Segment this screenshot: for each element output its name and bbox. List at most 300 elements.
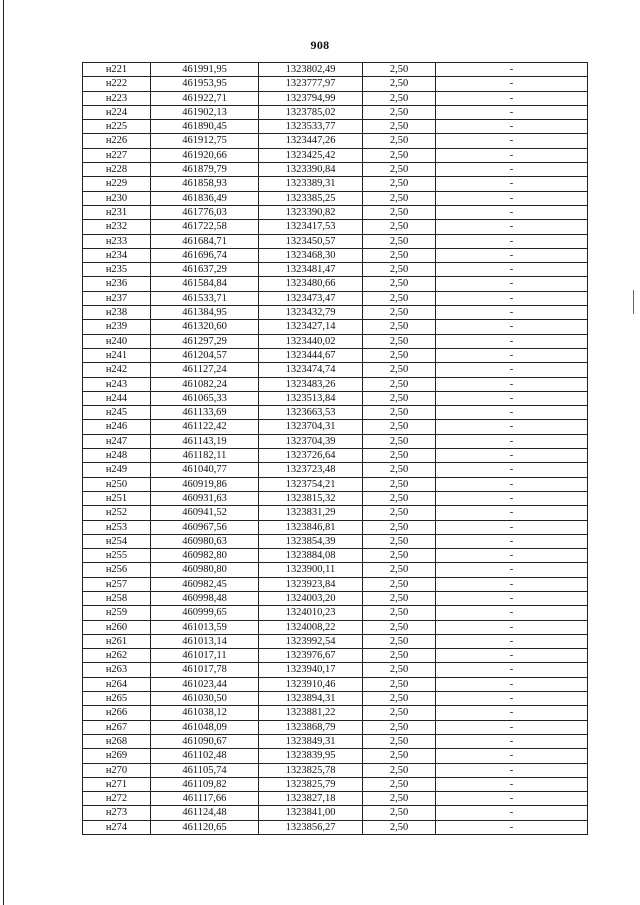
point-id-cell: н271: [83, 777, 151, 791]
table-row: [83, 663, 588, 677]
x-coordinate-cell: 460999,65: [151, 606, 259, 620]
x-coordinate-cell: 461696,74: [151, 248, 259, 262]
y-coordinate-cell: 1323450,57: [259, 234, 363, 248]
accuracy-cell: 2,50: [363, 634, 436, 648]
accuracy-cell: 2,50: [363, 205, 436, 219]
x-coordinate-cell: 461836,49: [151, 191, 259, 205]
note-cell: -: [436, 677, 588, 691]
point-id-cell: н233: [83, 234, 151, 248]
accuracy-cell: 2,50: [363, 477, 436, 491]
x-coordinate-cell: 461384,95: [151, 306, 259, 320]
accuracy-cell: 2,50: [363, 534, 436, 548]
x-coordinate-cell: 461017,78: [151, 663, 259, 677]
note-cell: -: [436, 706, 588, 720]
table-row: [83, 820, 588, 834]
note-cell: -: [436, 763, 588, 777]
table-row: [83, 105, 588, 119]
accuracy-cell: 2,50: [363, 234, 436, 248]
note-cell: -: [436, 649, 588, 663]
y-coordinate-cell: 1323425,42: [259, 148, 363, 162]
note-cell: -: [436, 506, 588, 520]
x-coordinate-cell: 461127,24: [151, 363, 259, 377]
note-cell: -: [436, 406, 588, 420]
x-coordinate-cell: 461320,60: [151, 320, 259, 334]
note-cell: -: [436, 220, 588, 234]
table-row: [83, 520, 588, 534]
x-coordinate-cell: 461890,45: [151, 120, 259, 134]
y-coordinate-cell: 1324010,23: [259, 606, 363, 620]
x-coordinate-cell: 461090,67: [151, 734, 259, 748]
point-id-cell: н257: [83, 577, 151, 591]
x-coordinate-cell: 461584,84: [151, 277, 259, 291]
note-cell: -: [436, 377, 588, 391]
y-coordinate-cell: 1323802,49: [259, 63, 363, 77]
accuracy-cell: 2,50: [363, 163, 436, 177]
accuracy-cell: 2,50: [363, 434, 436, 448]
scan-right-mark: [633, 290, 634, 314]
point-id-cell: н226: [83, 134, 151, 148]
accuracy-cell: 2,50: [363, 63, 436, 77]
accuracy-cell: 2,50: [363, 749, 436, 763]
accuracy-cell: 2,50: [363, 677, 436, 691]
note-cell: -: [436, 692, 588, 706]
accuracy-cell: 2,50: [363, 77, 436, 91]
y-coordinate-cell: 1323533,77: [259, 120, 363, 134]
y-coordinate-cell: 1323704,39: [259, 434, 363, 448]
accuracy-cell: 2,50: [363, 706, 436, 720]
x-coordinate-cell: 461038,12: [151, 706, 259, 720]
point-id-cell: н243: [83, 377, 151, 391]
point-id-cell: н221: [83, 63, 151, 77]
accuracy-cell: 2,50: [363, 563, 436, 577]
x-coordinate-cell: 460982,45: [151, 577, 259, 591]
y-coordinate-cell: 1323846,81: [259, 520, 363, 534]
note-cell: -: [436, 63, 588, 77]
point-id-cell: н259: [83, 606, 151, 620]
point-id-cell: н248: [83, 449, 151, 463]
table-row: [83, 63, 588, 77]
coordinates-table-body: [83, 63, 588, 835]
table-row: [83, 134, 588, 148]
accuracy-cell: 2,50: [363, 549, 436, 563]
x-coordinate-cell: 461124,48: [151, 806, 259, 820]
note-cell: -: [436, 534, 588, 548]
accuracy-cell: 2,50: [363, 134, 436, 148]
table-row: [83, 291, 588, 305]
x-coordinate-cell: 461204,57: [151, 348, 259, 362]
y-coordinate-cell: 1323473,47: [259, 291, 363, 305]
accuracy-cell: 2,50: [363, 220, 436, 234]
x-coordinate-cell: 460931,63: [151, 491, 259, 505]
point-id-cell: н240: [83, 334, 151, 348]
y-coordinate-cell: 1324003,20: [259, 591, 363, 605]
point-id-cell: н228: [83, 163, 151, 177]
point-id-cell: н245: [83, 406, 151, 420]
table-row: [83, 491, 588, 505]
table-row: [83, 234, 588, 248]
x-coordinate-cell: 461120,65: [151, 820, 259, 834]
point-id-cell: н244: [83, 391, 151, 405]
note-cell: -: [436, 420, 588, 434]
table-row: [83, 420, 588, 434]
note-cell: -: [436, 334, 588, 348]
y-coordinate-cell: 1323483,26: [259, 377, 363, 391]
note-cell: -: [436, 191, 588, 205]
y-coordinate-cell: 1323417,53: [259, 220, 363, 234]
point-id-cell: н273: [83, 806, 151, 820]
x-coordinate-cell: 461082,24: [151, 377, 259, 391]
note-cell: -: [436, 449, 588, 463]
x-coordinate-cell: 461117,66: [151, 792, 259, 806]
accuracy-cell: 2,50: [363, 420, 436, 434]
table-row: [83, 649, 588, 663]
note-cell: -: [436, 806, 588, 820]
point-id-cell: н270: [83, 763, 151, 777]
table-row: [83, 692, 588, 706]
x-coordinate-cell: 461065,33: [151, 391, 259, 405]
accuracy-cell: 2,50: [363, 734, 436, 748]
point-id-cell: н223: [83, 91, 151, 105]
note-cell: -: [436, 591, 588, 605]
note-cell: -: [436, 248, 588, 262]
y-coordinate-cell: 1323440,02: [259, 334, 363, 348]
table-row: [83, 606, 588, 620]
x-coordinate-cell: 461030,50: [151, 692, 259, 706]
y-coordinate-cell: 1323825,79: [259, 777, 363, 791]
accuracy-cell: 2,50: [363, 320, 436, 334]
note-cell: -: [436, 177, 588, 191]
accuracy-cell: 2,50: [363, 506, 436, 520]
point-id-cell: н225: [83, 120, 151, 134]
accuracy-cell: 2,50: [363, 692, 436, 706]
point-id-cell: н231: [83, 205, 151, 219]
y-coordinate-cell: 1323480,66: [259, 277, 363, 291]
table-row: [83, 549, 588, 563]
y-coordinate-cell: 1323481,47: [259, 263, 363, 277]
point-id-cell: н261: [83, 634, 151, 648]
x-coordinate-cell: 460982,80: [151, 549, 259, 563]
accuracy-cell: 2,50: [363, 191, 436, 205]
x-coordinate-cell: 461013,14: [151, 634, 259, 648]
table-row: [83, 263, 588, 277]
table-row: [83, 720, 588, 734]
table-row: [83, 534, 588, 548]
table-row: [83, 91, 588, 105]
point-id-cell: н263: [83, 663, 151, 677]
table-row: [83, 205, 588, 219]
y-coordinate-cell: 1323785,02: [259, 105, 363, 119]
x-coordinate-cell: 461858,93: [151, 177, 259, 191]
scan-left-edge: [3, 0, 4, 905]
point-id-cell: н256: [83, 563, 151, 577]
y-coordinate-cell: 1323881,22: [259, 706, 363, 720]
table-row: [83, 591, 588, 605]
point-id-cell: н229: [83, 177, 151, 191]
table-row: [83, 620, 588, 634]
note-cell: -: [436, 820, 588, 834]
note-cell: -: [436, 77, 588, 91]
y-coordinate-cell: 1323726,64: [259, 449, 363, 463]
x-coordinate-cell: 461684,71: [151, 234, 259, 248]
y-coordinate-cell: 1323849,31: [259, 734, 363, 748]
point-id-cell: н264: [83, 677, 151, 691]
y-coordinate-cell: 1323868,79: [259, 720, 363, 734]
y-coordinate-cell: 1323390,82: [259, 205, 363, 219]
y-coordinate-cell: 1323427,14: [259, 320, 363, 334]
y-coordinate-cell: 1323390,84: [259, 163, 363, 177]
table-row: [83, 77, 588, 91]
table-row: [83, 634, 588, 648]
point-id-cell: н241: [83, 348, 151, 362]
y-coordinate-cell: 1323444,67: [259, 348, 363, 362]
table-row: [83, 734, 588, 748]
note-cell: -: [436, 634, 588, 648]
note-cell: -: [436, 163, 588, 177]
y-coordinate-cell: 1323723,48: [259, 463, 363, 477]
x-coordinate-cell: 461902,13: [151, 105, 259, 119]
y-coordinate-cell: 1323910,46: [259, 677, 363, 691]
table-row: [83, 220, 588, 234]
note-cell: -: [436, 549, 588, 563]
x-coordinate-cell: 460980,80: [151, 563, 259, 577]
accuracy-cell: 2,50: [363, 120, 436, 134]
y-coordinate-cell: 1323389,31: [259, 177, 363, 191]
y-coordinate-cell: 1323432,79: [259, 306, 363, 320]
x-coordinate-cell: 461912,75: [151, 134, 259, 148]
point-id-cell: н237: [83, 291, 151, 305]
point-id-cell: н253: [83, 520, 151, 534]
note-cell: -: [436, 606, 588, 620]
table-row: [83, 391, 588, 405]
y-coordinate-cell: 1323513,84: [259, 391, 363, 405]
accuracy-cell: 2,50: [363, 763, 436, 777]
point-id-cell: н227: [83, 148, 151, 162]
y-coordinate-cell: 1323839,95: [259, 749, 363, 763]
point-id-cell: н236: [83, 277, 151, 291]
table-row: [83, 777, 588, 791]
x-coordinate-cell: 460967,56: [151, 520, 259, 534]
x-coordinate-cell: 460998,48: [151, 591, 259, 605]
table-row: [83, 806, 588, 820]
x-coordinate-cell: 461048,09: [151, 720, 259, 734]
table-row: [83, 763, 588, 777]
note-cell: -: [436, 320, 588, 334]
x-coordinate-cell: 460919,86: [151, 477, 259, 491]
point-id-cell: н262: [83, 649, 151, 663]
x-coordinate-cell: 461143,19: [151, 434, 259, 448]
accuracy-cell: 2,50: [363, 520, 436, 534]
table-row: [83, 120, 588, 134]
point-id-cell: н230: [83, 191, 151, 205]
x-coordinate-cell: 461017,11: [151, 649, 259, 663]
x-coordinate-cell: 461133,69: [151, 406, 259, 420]
point-id-cell: н252: [83, 506, 151, 520]
point-id-cell: н239: [83, 320, 151, 334]
table-row: [83, 177, 588, 191]
accuracy-cell: 2,50: [363, 263, 436, 277]
accuracy-cell: 2,50: [363, 363, 436, 377]
y-coordinate-cell: 1323827,18: [259, 792, 363, 806]
x-coordinate-cell: 461533,71: [151, 291, 259, 305]
point-id-cell: н235: [83, 263, 151, 277]
x-coordinate-cell: 461013,59: [151, 620, 259, 634]
x-coordinate-cell: 461105,74: [151, 763, 259, 777]
x-coordinate-cell: 461109,82: [151, 777, 259, 791]
note-cell: -: [436, 234, 588, 248]
y-coordinate-cell: 1323940,17: [259, 663, 363, 677]
note-cell: -: [436, 205, 588, 219]
table-row: [83, 434, 588, 448]
y-coordinate-cell: 1323777,97: [259, 77, 363, 91]
note-cell: -: [436, 749, 588, 763]
y-coordinate-cell: 1323856,27: [259, 820, 363, 834]
table-row: [83, 506, 588, 520]
table-row: [83, 191, 588, 205]
table-row: [83, 563, 588, 577]
table-row: [83, 577, 588, 591]
table-row: [83, 377, 588, 391]
point-id-cell: н249: [83, 463, 151, 477]
table-row: [83, 163, 588, 177]
table-row: [83, 348, 588, 362]
point-id-cell: н254: [83, 534, 151, 548]
y-coordinate-cell: 1323385,25: [259, 191, 363, 205]
accuracy-cell: 2,50: [363, 177, 436, 191]
note-cell: -: [436, 777, 588, 791]
note-cell: -: [436, 792, 588, 806]
point-id-cell: н258: [83, 591, 151, 605]
accuracy-cell: 2,50: [363, 792, 436, 806]
note-cell: -: [436, 620, 588, 634]
y-coordinate-cell: 1323884,08: [259, 549, 363, 563]
point-id-cell: н265: [83, 692, 151, 706]
accuracy-cell: 2,50: [363, 463, 436, 477]
x-coordinate-cell: 461040,77: [151, 463, 259, 477]
table-row: [83, 277, 588, 291]
x-coordinate-cell: 461920,66: [151, 148, 259, 162]
table-row: [83, 706, 588, 720]
x-coordinate-cell: 461776,03: [151, 205, 259, 219]
accuracy-cell: 2,50: [363, 449, 436, 463]
point-id-cell: н232: [83, 220, 151, 234]
accuracy-cell: 2,50: [363, 606, 436, 620]
note-cell: -: [436, 434, 588, 448]
x-coordinate-cell: 461637,29: [151, 263, 259, 277]
accuracy-cell: 2,50: [363, 406, 436, 420]
x-coordinate-cell: 461722,58: [151, 220, 259, 234]
y-coordinate-cell: 1323831,29: [259, 506, 363, 520]
note-cell: -: [436, 734, 588, 748]
y-coordinate-cell: 1323976,67: [259, 649, 363, 663]
y-coordinate-cell: 1323754,21: [259, 477, 363, 491]
accuracy-cell: 2,50: [363, 306, 436, 320]
accuracy-cell: 2,50: [363, 248, 436, 262]
point-id-cell: н246: [83, 420, 151, 434]
point-id-cell: н250: [83, 477, 151, 491]
accuracy-cell: 2,50: [363, 105, 436, 119]
y-coordinate-cell: 1323854,39: [259, 534, 363, 548]
table-row: [83, 749, 588, 763]
accuracy-cell: 2,50: [363, 649, 436, 663]
note-cell: -: [436, 463, 588, 477]
y-coordinate-cell: 1323663,53: [259, 406, 363, 420]
accuracy-cell: 2,50: [363, 277, 436, 291]
note-cell: -: [436, 291, 588, 305]
page-number: 908: [310, 38, 330, 52]
point-id-cell: н255: [83, 549, 151, 563]
accuracy-cell: 2,50: [363, 720, 436, 734]
note-cell: -: [436, 91, 588, 105]
note-cell: -: [436, 148, 588, 162]
coordinates-table: [82, 62, 588, 835]
accuracy-cell: 2,50: [363, 591, 436, 605]
point-id-cell: н274: [83, 820, 151, 834]
accuracy-cell: 2,50: [363, 377, 436, 391]
x-coordinate-cell: 460980,63: [151, 534, 259, 548]
x-coordinate-cell: 461182,11: [151, 449, 259, 463]
x-coordinate-cell: 461122,42: [151, 420, 259, 434]
accuracy-cell: 2,50: [363, 391, 436, 405]
y-coordinate-cell: 1323923,84: [259, 577, 363, 591]
x-coordinate-cell: 461953,95: [151, 77, 259, 91]
x-coordinate-cell: 461297,29: [151, 334, 259, 348]
note-cell: -: [436, 105, 588, 119]
point-id-cell: н238: [83, 306, 151, 320]
note-cell: -: [436, 720, 588, 734]
point-id-cell: н272: [83, 792, 151, 806]
accuracy-cell: 2,50: [363, 491, 436, 505]
accuracy-cell: 2,50: [363, 820, 436, 834]
accuracy-cell: 2,50: [363, 348, 436, 362]
accuracy-cell: 2,50: [363, 620, 436, 634]
table-row: [83, 406, 588, 420]
y-coordinate-cell: 1323447,26: [259, 134, 363, 148]
y-coordinate-cell: 1323841,00: [259, 806, 363, 820]
y-coordinate-cell: 1323468,30: [259, 248, 363, 262]
y-coordinate-cell: 1323815,32: [259, 491, 363, 505]
x-coordinate-cell: 461879,79: [151, 163, 259, 177]
note-cell: -: [436, 348, 588, 362]
table-row: [83, 248, 588, 262]
note-cell: -: [436, 391, 588, 405]
table-row: [83, 306, 588, 320]
accuracy-cell: 2,50: [363, 91, 436, 105]
table-row: [83, 148, 588, 162]
accuracy-cell: 2,50: [363, 806, 436, 820]
point-id-cell: н268: [83, 734, 151, 748]
point-id-cell: н266: [83, 706, 151, 720]
note-cell: -: [436, 563, 588, 577]
x-coordinate-cell: 461102,48: [151, 749, 259, 763]
table-row: [83, 677, 588, 691]
note-cell: -: [436, 520, 588, 534]
accuracy-cell: 2,50: [363, 577, 436, 591]
note-cell: -: [436, 477, 588, 491]
table-row: [83, 449, 588, 463]
accuracy-cell: 2,50: [363, 777, 436, 791]
point-id-cell: н247: [83, 434, 151, 448]
note-cell: -: [436, 306, 588, 320]
y-coordinate-cell: 1323992,54: [259, 634, 363, 648]
y-coordinate-cell: 1323704,31: [259, 420, 363, 434]
accuracy-cell: 2,50: [363, 663, 436, 677]
note-cell: -: [436, 120, 588, 134]
point-id-cell: н242: [83, 363, 151, 377]
table-row: [83, 477, 588, 491]
x-coordinate-cell: 461922,71: [151, 91, 259, 105]
note-cell: -: [436, 277, 588, 291]
accuracy-cell: 2,50: [363, 148, 436, 162]
